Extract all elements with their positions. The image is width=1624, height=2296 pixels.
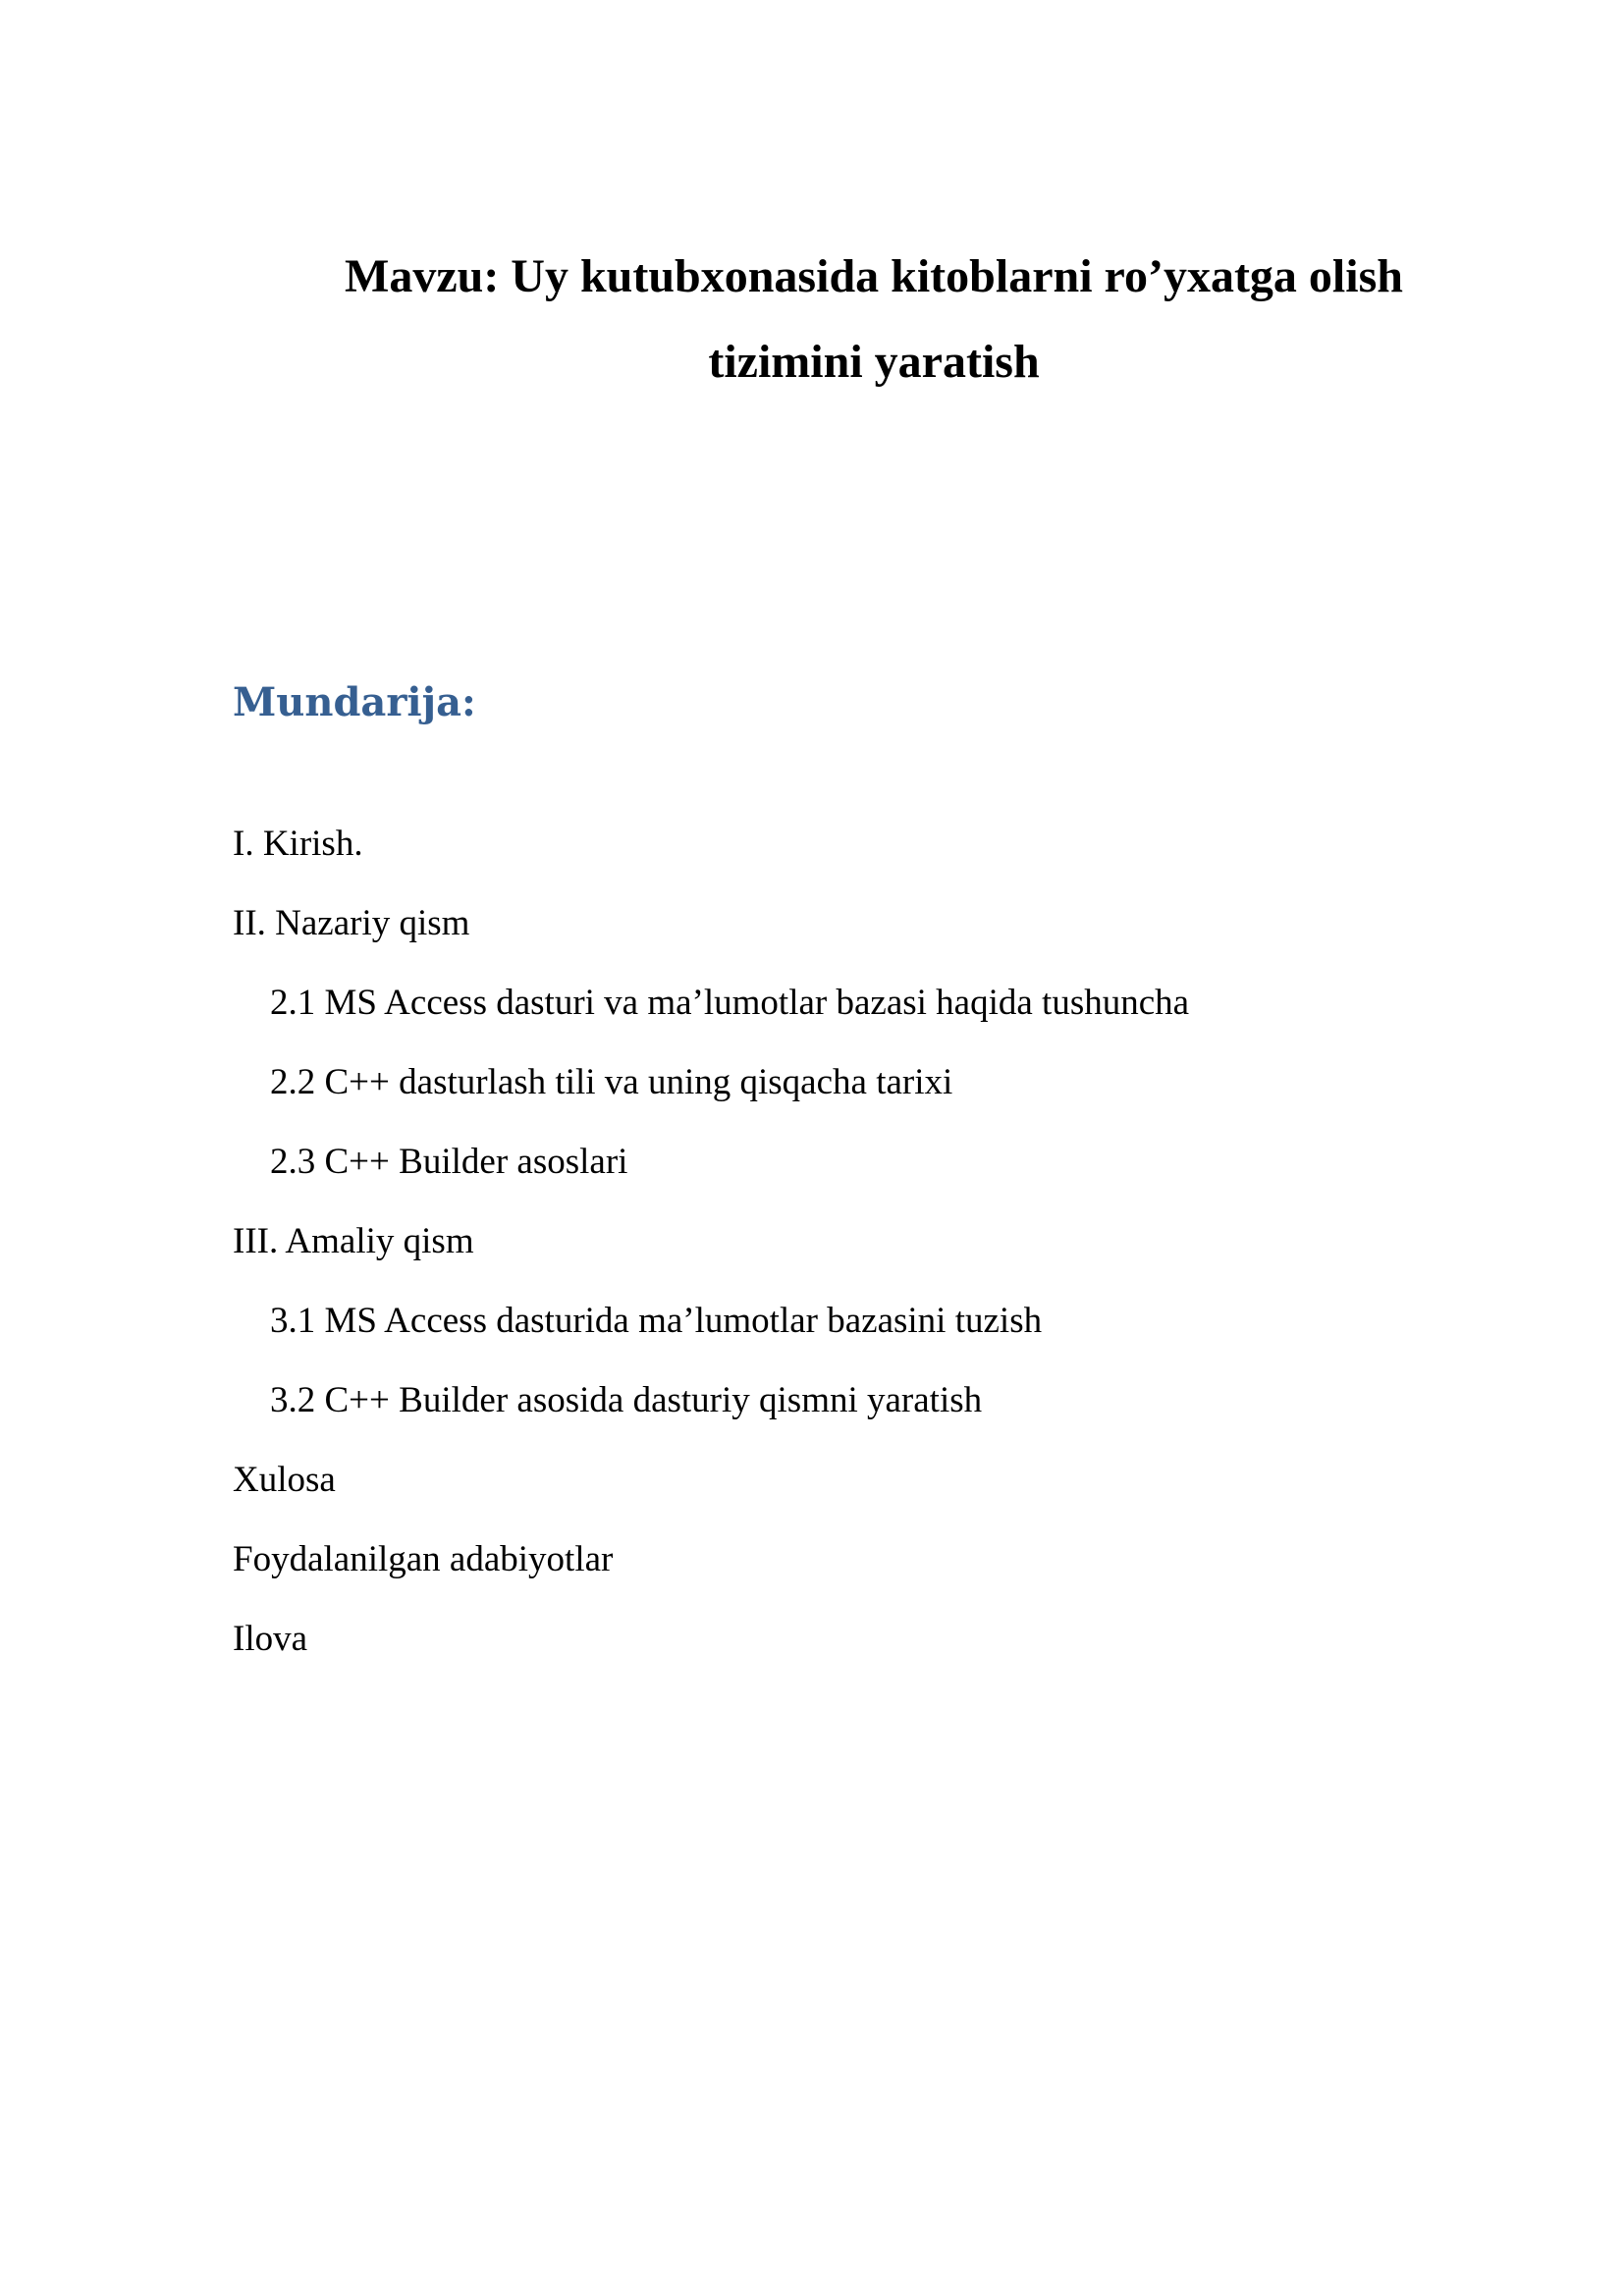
document-title (295, 234, 1453, 404)
toc-item-adabiyotlar: Foydalanilgan adabiyotlar (233, 1539, 614, 1579)
document-title-line-1: Mavzu: Uy kutubxonasida kitoblarni ro’yxatga olish (345, 250, 1403, 302)
toc-item-3-2: 3.2 C++ Builder asosida dasturiy qismni yaratish (270, 1380, 983, 1420)
toc-item-amaliy-qism: III. Amaliy qism (233, 1221, 474, 1261)
toc-item-2-1: 2.1 MS Access dasturi va ma’lumotlar bazasi haqida tushuncha (270, 983, 1190, 1023)
table-of-contents (233, 815, 1189, 1689)
toc-item-ilova: Ilova (233, 1619, 308, 1659)
toc-item-2-3: 2.3 C++ Builder asoslari (270, 1142, 628, 1182)
toc-item-xulosa: Xulosa (233, 1460, 336, 1500)
toc-heading: Mundarija: (233, 679, 476, 725)
toc-item-2-2: 2.2 C++ dasturlash tili va uning qisqacha tarixi (270, 1062, 953, 1102)
document-title-line-2: tizimini yaratish (708, 336, 1040, 388)
toc-item-nazariy-qism: II. Nazariy qism (233, 903, 470, 943)
toc-item-3-1: 3.1 MS Access dasturida ma’lumotlar bazasini tuzish (270, 1301, 1043, 1341)
toc-item-kirish: I. Kirish. (233, 824, 363, 864)
